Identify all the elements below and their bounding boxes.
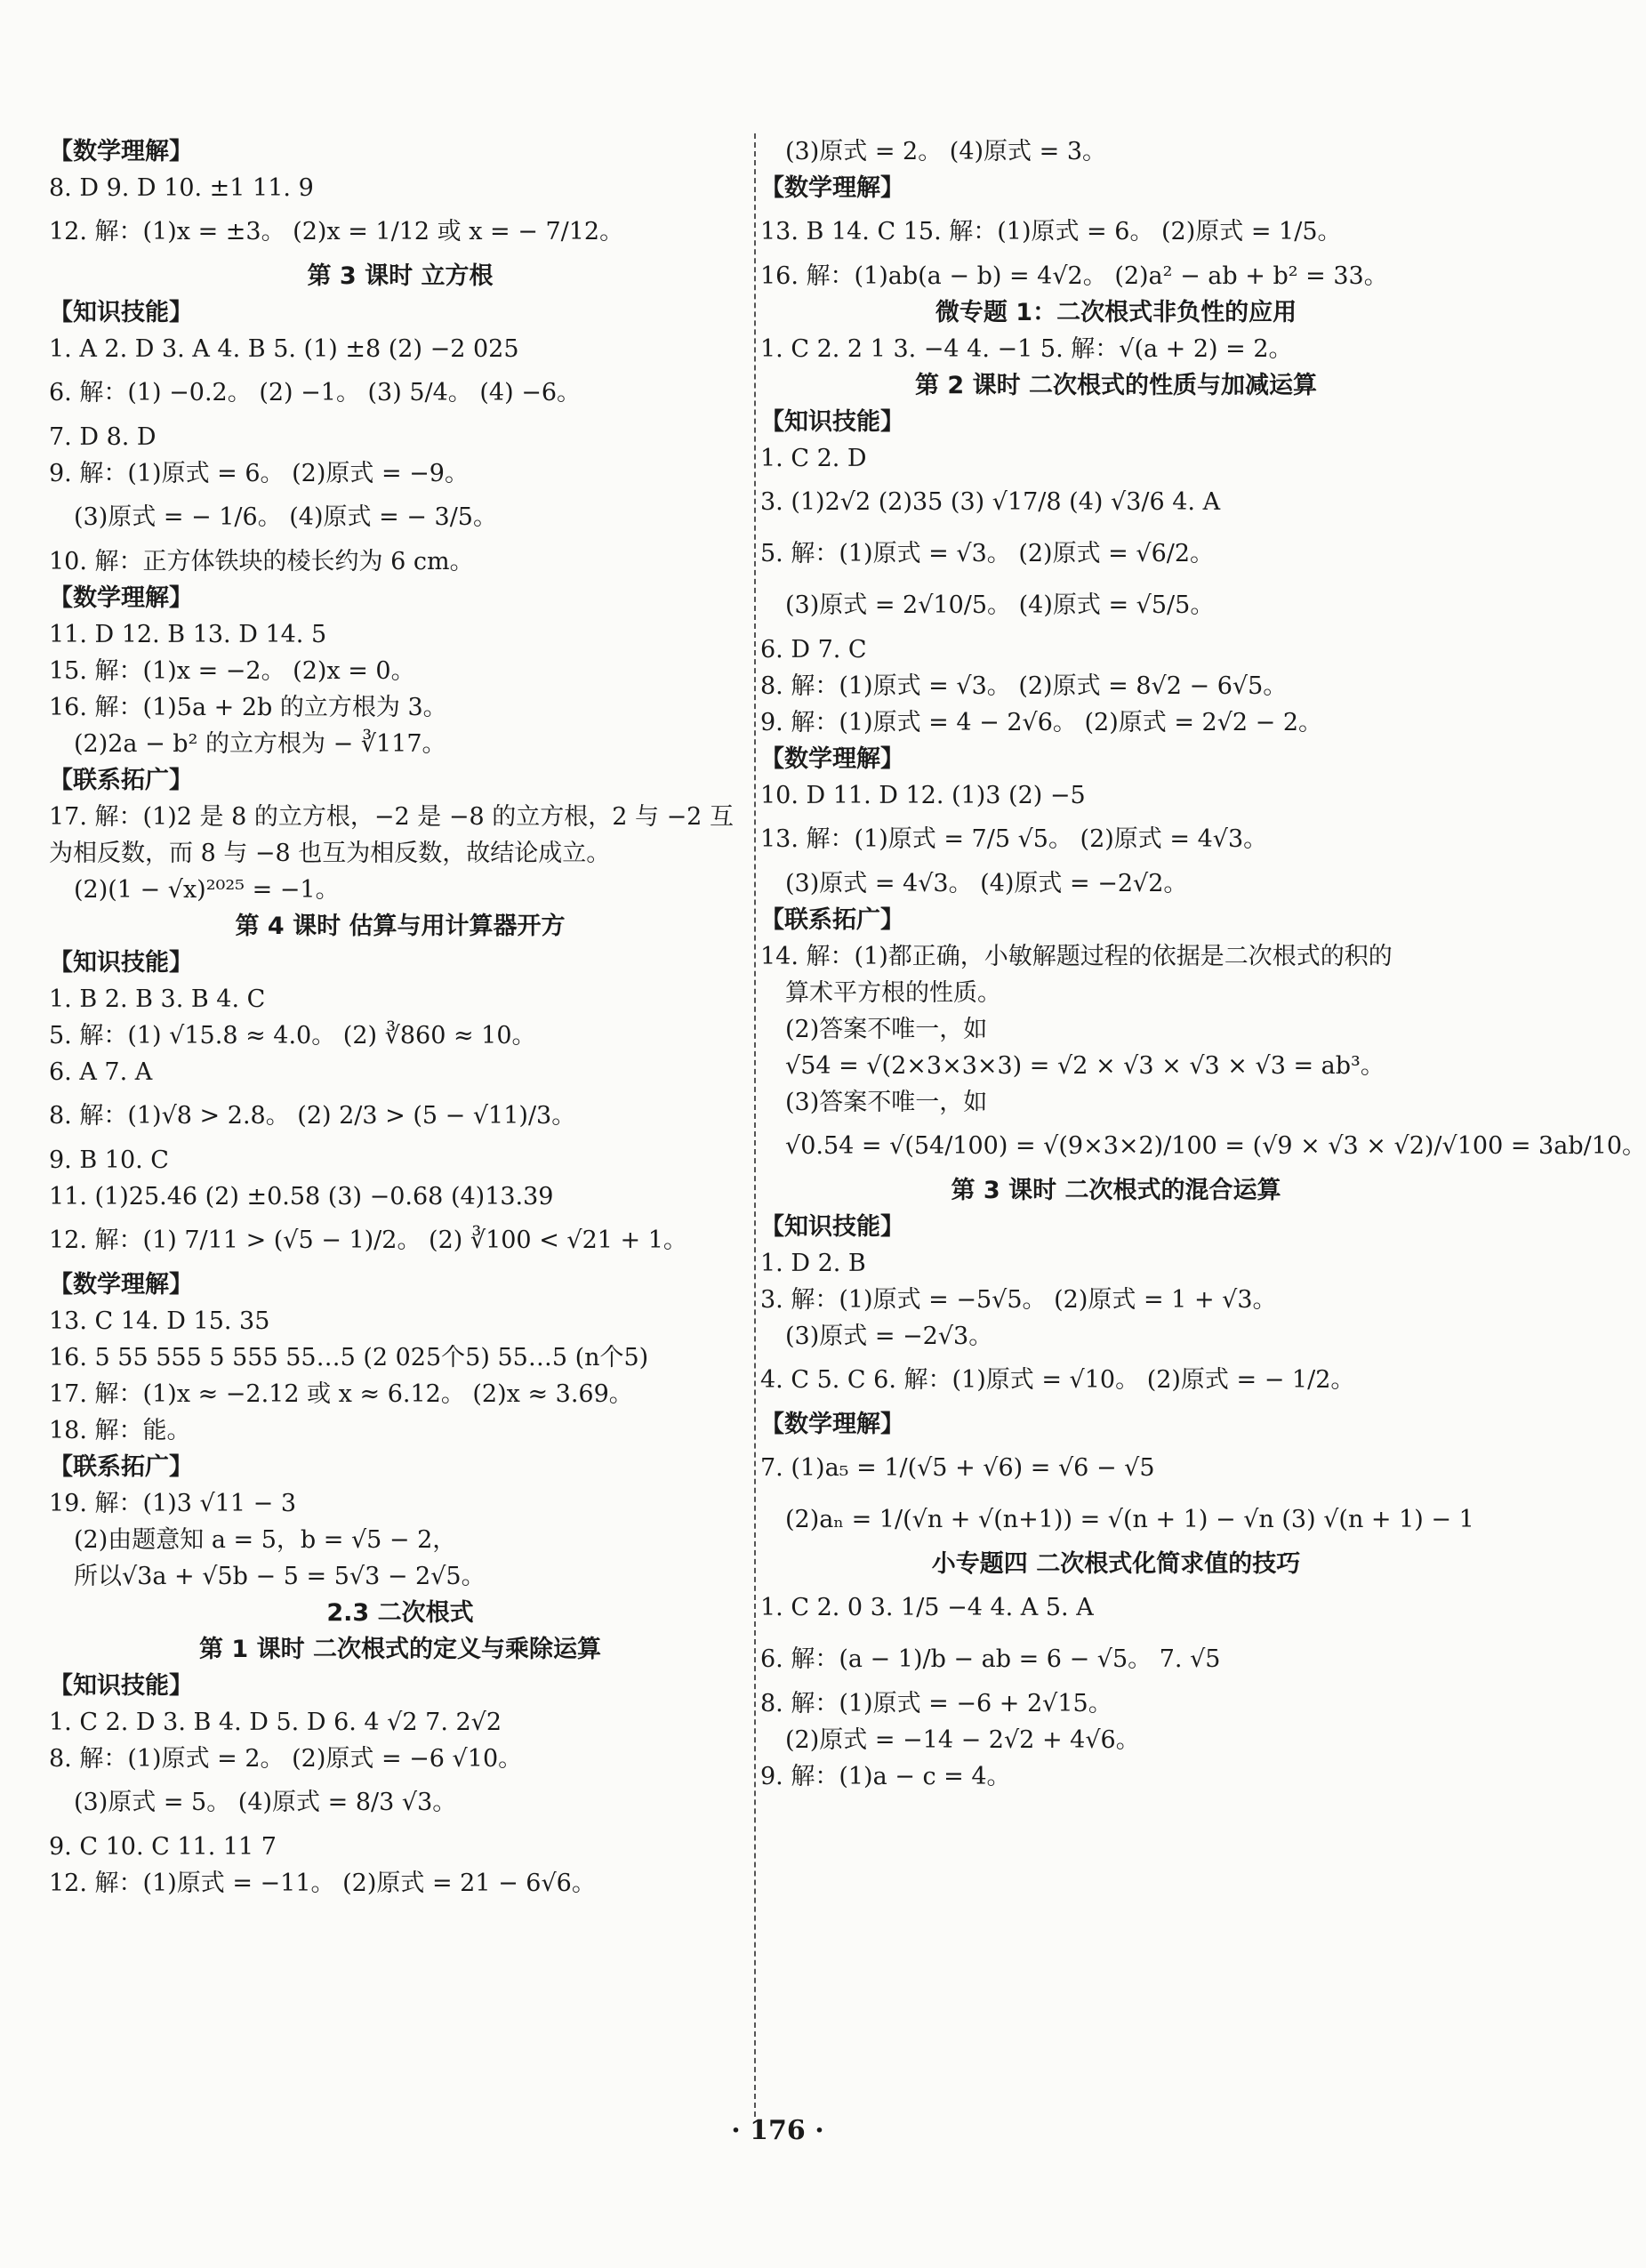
section-heading: 【联系拓广】 — [760, 906, 904, 934]
section-heading: 【数学理解】 — [49, 584, 193, 612]
answer-line: √54 = √(2×3×3×3) = √2 × √3 × √3 × √3 = ab³。 — [785, 1052, 1385, 1080]
answer-line: 13. B 14. C 15. 解：(1)原式 = 6。 (2)原式 = 1/5。 — [760, 218, 1342, 245]
answer-line: 1. B 2. B 3. B 4. C — [49, 985, 266, 1013]
answer-line: 所以√3a + √5b − 5 = 5√3 − 2√5。 — [74, 1563, 486, 1590]
lesson-title: 微专题 1：二次根式非负性的应用 — [935, 299, 1297, 326]
answer-line: 5. 解：(1) √15.8 ≈ 4.0。 (2) ∛860 ≈ 10。 — [49, 1022, 536, 1050]
answer-line: 14. 解：(1)都正确，小敏解题过程的依据是二次根式的积的 — [760, 943, 1393, 970]
section-heading: 【联系拓广】 — [49, 767, 193, 794]
answer-line: (3)原式 = 2√10/5。 (4)原式 = √5/5。 — [785, 591, 1215, 619]
answer-line: 6. 解：(a − 1)/b − ab = 6 − √5。 7. √5 — [760, 1645, 1221, 1673]
lesson-title: 第 2 课时 二次根式的性质与加减运算 — [915, 372, 1317, 399]
section-heading: 【知识技能】 — [760, 408, 904, 436]
answer-line: 13. C 14. D 15. 35 — [49, 1307, 270, 1335]
answer-line: 6. 解：(1) −0.2。 (2) −1。 (3) 5/4。 (4) −6。 — [49, 379, 582, 406]
section-heading: 【联系拓广】 — [49, 1453, 193, 1481]
section-heading: 【数学理解】 — [760, 745, 904, 773]
answer-line: 13. 解：(1)原式 = 7/5 √5。 (2)原式 = 4√3。 — [760, 825, 1268, 853]
answer-line: 11. D 12. B 13. D 14. 5 — [49, 621, 327, 648]
section-heading: 【知识技能】 — [49, 949, 193, 977]
answer-line: 7. D 8. D — [49, 423, 157, 451]
answer-line: 1. C 2. 0 3. 1/5 −4 4. A 5. A — [760, 1594, 1094, 1621]
lesson-title: 第 1 课时 二次根式的定义与乘除运算 — [199, 1636, 601, 1663]
answer-line: 1. C 2. D — [760, 445, 867, 472]
answer-line: 9. B 10. C — [49, 1146, 169, 1174]
column-divider — [754, 133, 756, 2117]
answer-line: 7. (1)a₅ = 1/(√5 + √6) = √6 − √5 — [760, 1454, 1155, 1482]
lesson-title: 第 4 课时 估算与用计算器开方 — [235, 913, 566, 940]
answer-line: 1. A 2. D 3. A 4. B 5. (1) ±8 (2) −2 025 — [49, 335, 519, 363]
answer-line: 算术平方根的性质。 — [785, 979, 1001, 1007]
answer-line: 16. 解：(1)ab(a − b) = 4√2。 (2)a² − ab + b² = 33。 — [760, 262, 1388, 290]
answer-line: (2)原式 = −14 − 2√2 + 4√6。 — [785, 1726, 1140, 1754]
answer-line: (3)原式 = − 1/6。 (4)原式 = − 3/5。 — [74, 503, 497, 531]
answer-line: 12. 解：(1)x = ±3。 (2)x = 1/12 或 x = − 7/12。 — [49, 218, 624, 245]
answer-line: (2)由题意知 a = 5，b = √5 − 2， — [74, 1526, 457, 1554]
answer-line: (3)原式 = 2。 (4)原式 = 3。 — [785, 138, 1107, 165]
answer-line: 4. C 5. C 6. 解：(1)原式 = √10。 (2)原式 = − 1/2。 — [760, 1366, 1355, 1394]
answer-line: 为相反数，而 8 与 −8 也互为相反数，故结论成立。 — [49, 840, 611, 867]
answer-line: 17. 解：(1)2 是 8 的立方根，−2 是 −8 的立方根，2 与 −2 互 — [49, 803, 734, 831]
answer-line: (3)原式 = −2√3。 — [785, 1323, 993, 1350]
left-column — [49, 133, 751, 1902]
answer-line: 3. (1)2√2 (2)35 (3) √17/8 (4) √3/6 4. A — [760, 488, 1221, 516]
answer-line: 6. D 7. C — [760, 636, 867, 664]
answer-line: 1. C 2. 2 1 3. −4 4. −1 5. 解：√(a + 2) = 2。 — [760, 335, 1293, 363]
answer-line: 16. 5 55 555 5 555 55…5 (2 025个5) 55…5 (n个5) — [49, 1344, 649, 1371]
answer-line: 6. A 7. A — [49, 1058, 153, 1086]
answer-line: 9. 解：(1)原式 = 4 − 2√6。 (2)原式 = 2√2 − 2。 — [760, 709, 1323, 736]
lesson-title: 2.3 二次根式 — [326, 1599, 474, 1627]
section-heading: 【数学理解】 — [760, 1411, 904, 1438]
lesson-title: 第 3 课时 立方根 — [307, 262, 494, 290]
answer-line: 9. C 10. C 11. 11 7 — [49, 1833, 277, 1861]
section-heading: 【数学理解】 — [760, 174, 904, 202]
answer-line: 8. 解：(1)原式 = 2。 (2)原式 = −6 √10。 — [49, 1745, 523, 1773]
answer-line: 9. 解：(1)a − c = 4。 — [760, 1763, 1011, 1790]
answer-line: 11. (1)25.46 (2) ±0.58 (3) −0.68 (4)13.39 — [49, 1183, 554, 1210]
answer-line: (2)2a − b² 的立方根为 − ∛117。 — [74, 730, 446, 758]
answer-line: 5. 解：(1)原式 = √3。 (2)原式 = √6/2。 — [760, 540, 1215, 567]
answer-line: (2)aₙ = 1/(√n + √(n+1)) = √(n + 1) − √n (3) √(n + 1) − 1 — [785, 1506, 1474, 1533]
section-heading: 【知识技能】 — [49, 299, 193, 326]
answer-line: 3. 解：(1)原式 = −5√5。 (2)原式 = 1 + √3。 — [760, 1286, 1277, 1314]
answer-line: 16. 解：(1)5a + 2b 的立方根为 3。 — [49, 694, 447, 721]
right-column — [760, 133, 1646, 1795]
answer-line: 1. D 2. B — [760, 1250, 866, 1277]
answer-line: 8. 解：(1)原式 = −6 + 2√15。 — [760, 1690, 1112, 1717]
answer-line: (3)原式 = 5。 (4)原式 = 8/3 √3。 — [74, 1789, 457, 1816]
section-heading: 【数学理解】 — [49, 138, 193, 165]
answer-line: 19. 解：(1)3 √11 − 3 — [49, 1490, 297, 1517]
answer-line: 8. D 9. D 10. ±1 11. 9 — [49, 174, 314, 202]
answer-line: 18. 解：能。 — [49, 1417, 191, 1444]
answer-line: 9. 解：(1)原式 = 6。 (2)原式 = −9。 — [49, 460, 469, 487]
answer-line: (3)答案不唯一，如 — [785, 1089, 988, 1116]
lesson-title: 第 3 课时 二次根式的混合运算 — [951, 1177, 1281, 1204]
answer-line: 12. 解：(1)原式 = −11。 (2)原式 = 21 − 6√6。 — [49, 1870, 596, 1897]
answer-line: 1. C 2. D 3. B 4. D 5. D 6. 4 √2 7. 2√2 — [49, 1709, 502, 1736]
answer-line: 8. 解：(1)原式 = √3。 (2)原式 = 8√2 − 6√5。 — [760, 672, 1288, 700]
answer-line: √0.54 = √(54/100) = √(9×3×2)/100 = (√9 × √3 × √2)/√100 = 3ab/10。 — [785, 1132, 1646, 1160]
answer-line: 8. 解：(1)√8 > 2.8。 (2) 2/3 > (5 − √11)/3。 — [49, 1102, 576, 1130]
answer-line: 15. 解：(1)x = −2。 (2)x = 0。 — [49, 657, 415, 685]
answer-line: (2)答案不唯一，如 — [785, 1016, 988, 1043]
answer-line: 12. 解：(1) 7/11 > (√5 − 1)/2。 (2) ∛100 < √21 + 1。 — [49, 1226, 687, 1254]
answer-line: 17. 解：(1)x ≈ −2.12 或 x ≈ 6.12。 (2)x ≈ 3.69。 — [49, 1380, 633, 1408]
answer-line: (2)(1 − √x)²⁰²⁵ = −1。 — [74, 876, 340, 904]
answer-line: 10. D 11. D 12. (1)3 (2) −5 — [760, 782, 1086, 809]
answer-line: 10. 解：正方体铁块的棱长约为 6 cm。 — [49, 548, 474, 575]
lesson-title: 小专题四 二次根式化简求值的技巧 — [931, 1550, 1301, 1578]
page-number: · 176 · — [731, 2115, 824, 2146]
section-heading: 【数学理解】 — [49, 1271, 193, 1299]
answer-line: (3)原式 = 4√3。 (4)原式 = −2√2。 — [785, 870, 1188, 897]
section-heading: 【知识技能】 — [760, 1213, 904, 1241]
section-heading: 【知识技能】 — [49, 1672, 193, 1700]
